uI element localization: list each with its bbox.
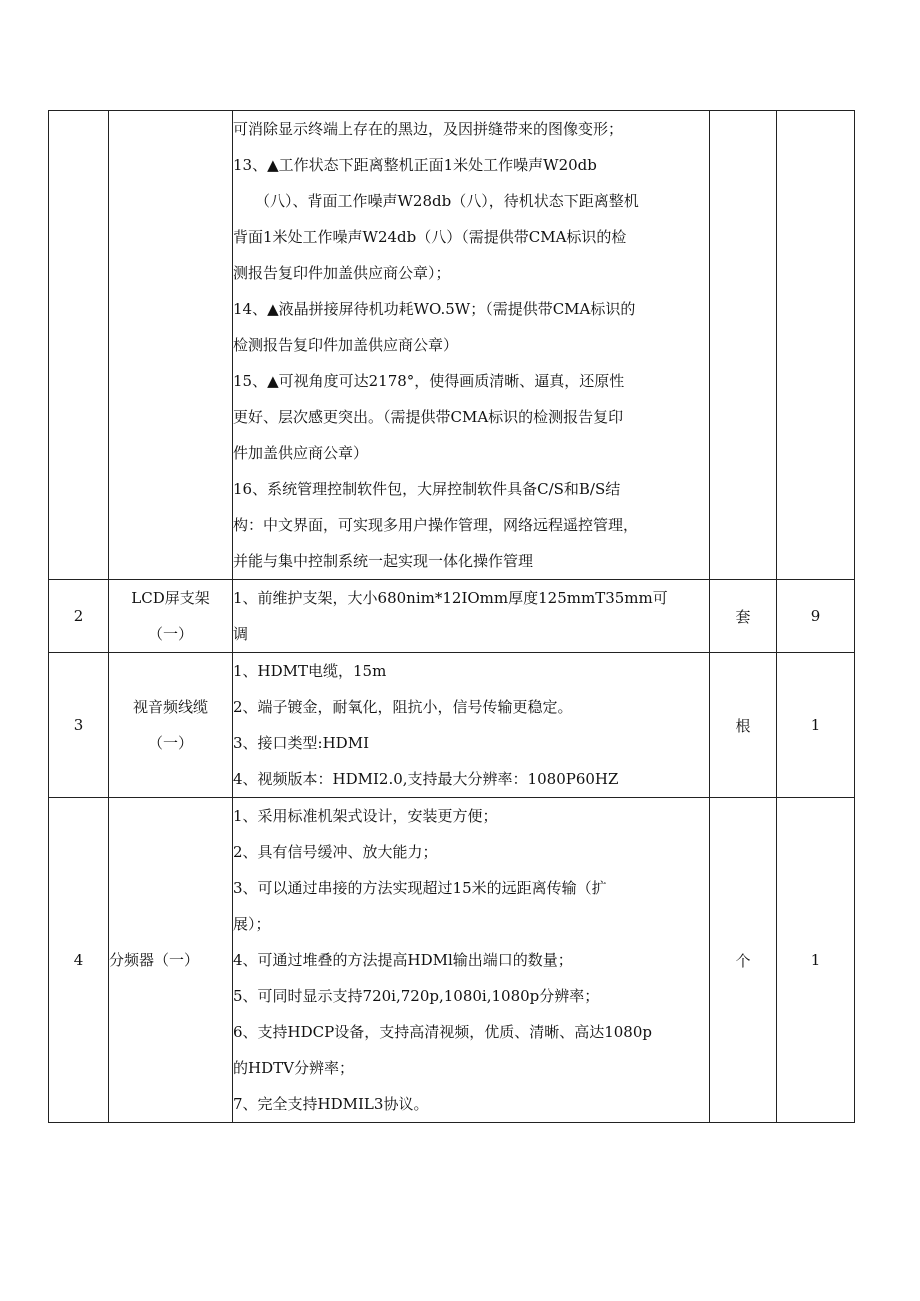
desc-line: 调: [233, 625, 249, 643]
item-name-line: 分频器（一）: [109, 951, 200, 969]
unit: 个: [710, 798, 777, 1123]
item-name: [109, 798, 233, 1123]
item-description: [233, 653, 710, 798]
desc-line: 2、具有信号缓冲、放大能力；: [233, 843, 438, 861]
desc-line: 5、可同时显示支持720i,720p,1080i,1080p分辨率；: [233, 987, 600, 1005]
item-name-line: （一）: [147, 625, 193, 643]
table-row: [49, 111, 855, 580]
desc-line: 13、▲工作状态下距离整机正面1米处工作噪声W20db: [233, 156, 597, 174]
desc-line: 7、完全支持HDMIL3协议。: [233, 1095, 429, 1113]
item-description: [233, 111, 710, 580]
row-number: 2: [49, 580, 109, 653]
desc-line: 3、接口类型:HDMI: [233, 734, 369, 752]
unit: 根: [710, 653, 777, 798]
desc-line: 件加盖供应商公章）: [233, 444, 369, 462]
desc-line: 6、支持HDCP设备，支持高清视频，优质、清晰、高达1080p: [233, 1023, 652, 1041]
item-name: [109, 111, 233, 580]
item-name-line: 视音频线缆: [132, 698, 208, 716]
spec-table: [48, 110, 855, 1123]
quantity: 1: [777, 653, 855, 798]
item-description: [233, 798, 710, 1123]
quantity: 1: [777, 798, 855, 1123]
desc-line: 2、端子镀金，耐氧化，阻抗小，信号传输更稳定。: [233, 698, 573, 716]
desc-line: 的HDTV分辨率；: [233, 1059, 354, 1077]
table-row: [49, 798, 855, 1123]
desc-line: 1、前维护支架，大小680nim*12IOmm厚度125mmT35mm可: [233, 589, 668, 607]
table-row: [49, 580, 855, 653]
desc-line: 14、▲液晶拼接屏待机功耗WO.5W；（需提供带CMA标识的: [233, 300, 636, 318]
item-description: [233, 580, 710, 653]
quantity: 9: [777, 580, 855, 653]
desc-line: 15、▲可视角度可达2178°，使得画质清晰、逼真，还原性: [233, 372, 625, 390]
desc-line: 1、HDMT电缆，15m: [233, 662, 387, 680]
table-row: [49, 653, 855, 798]
unit: [710, 111, 777, 580]
item-name: [109, 580, 233, 653]
desc-line: 3、可以通过串接的方法实现超过15米的远距离传输（扩: [233, 879, 607, 897]
desc-line: 4、视频版本：HDMI2.0,支持最大分辨率：1080P60HZ: [233, 770, 619, 788]
desc-line: 1、采用标准机架式设计，安装更方便；: [233, 807, 498, 825]
desc-line: 可消除显示终端上存在的黑边，及因拼缝带来的图像变形；: [233, 120, 624, 138]
row-number: 4: [49, 798, 109, 1123]
desc-line: 4、可通过堆叠的方法提高HDMl输出端口的数量；: [233, 951, 573, 969]
desc-line: 16、系统管理控制软件包，大屏控制软件具备C/S和B/S结: [233, 480, 621, 498]
item-name: [109, 653, 233, 798]
unit: 套: [710, 580, 777, 653]
item-name-line: （一）: [147, 734, 193, 752]
desc-line: （八）、背面工作噪声W28db（八），待机状态下距离整机: [255, 192, 639, 210]
row-number: 3: [49, 653, 109, 798]
desc-line: 背面1米处工作噪声W24db（八）（需提供带CMA标识的检: [233, 228, 627, 246]
row-number: [49, 111, 109, 580]
desc-line: 并能与集中控制系统一起实现一体化操作管理: [233, 552, 534, 570]
desc-line: 构：中文界面，可实现多用户操作管理，网络远程遥控管理，: [233, 516, 639, 534]
desc-line: 展）；: [233, 915, 271, 933]
desc-line: 检测报告复印件加盖供应商公章）: [233, 336, 459, 354]
item-name-line: LCD屏支架: [131, 589, 210, 607]
desc-line: 测报告复印件加盖供应商公章）；: [233, 264, 451, 282]
quantity: [777, 111, 855, 580]
desc-line: 更好、层次感更突出。（需提供带CMA标识的检测报告复印: [233, 408, 624, 426]
